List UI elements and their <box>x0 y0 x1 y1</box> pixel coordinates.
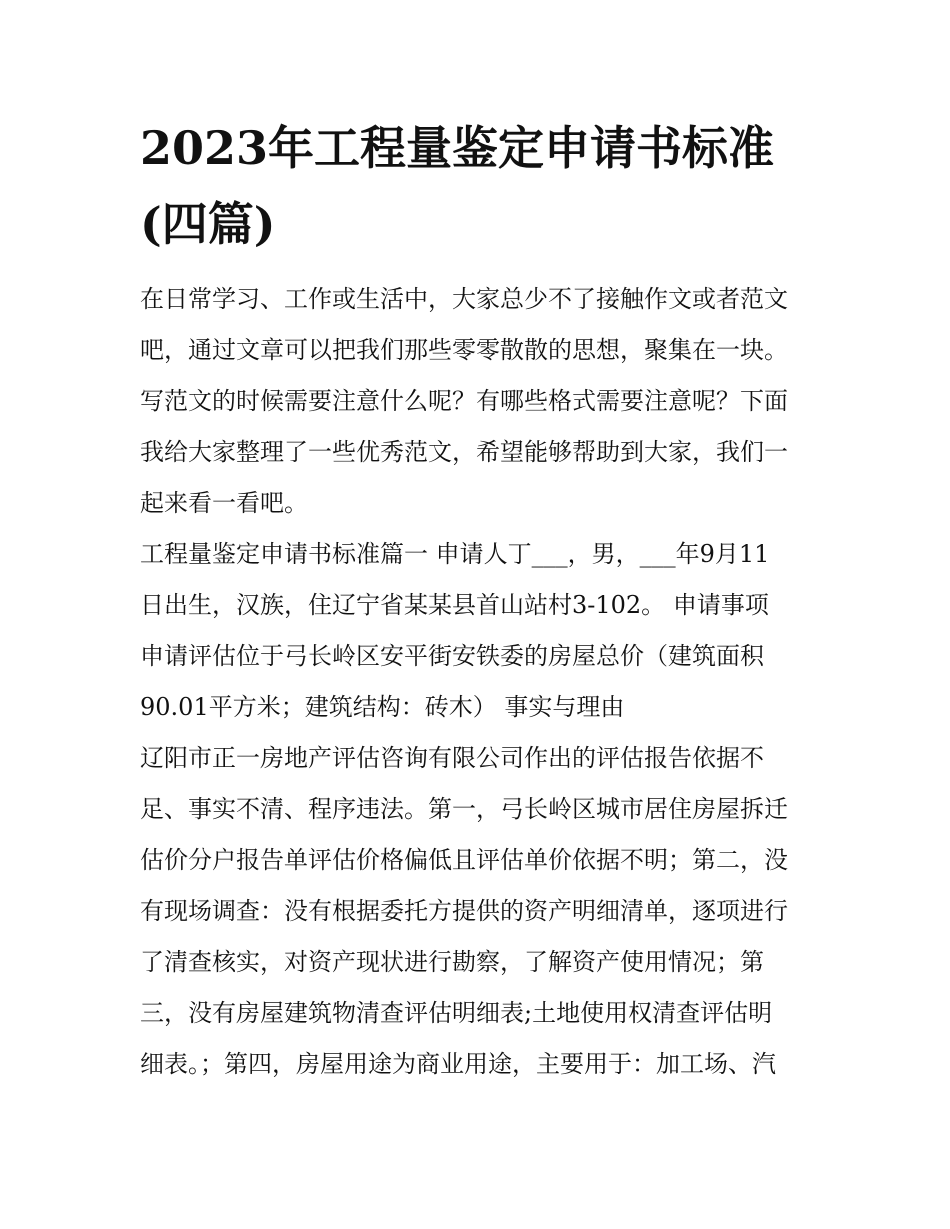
title-line-1: 2023年工程量鉴定申请书标准 <box>140 121 775 175</box>
body-line: 工程量鉴定申请书标准篇一 申请人丁___，男，___年9月11 <box>140 540 770 568</box>
body-line: 写范文的时候需要注意什么呢？有哪些格式需要注意呢？下面 <box>140 387 788 415</box>
body-line: 有现场调查：没有根据委托方提供的资产明细清单，逐项进行 <box>140 897 788 925</box>
body-line: 在日常学习、工作或生活中，大家总少不了接触作文或者范文 <box>140 285 788 313</box>
body-line: 辽阳市正一房地产评估咨询有限公司作出的评估报告依据不 <box>140 744 764 772</box>
body-line: 日出生，汉族，住辽宁省某某县首山站村3-102。 申请事项 <box>140 591 769 619</box>
document-body <box>140 274 820 1090</box>
body-line: 申请评估位于弓长岭区安平街安铁委的房屋总价（建筑面积 <box>140 642 764 670</box>
body-line: 起来看一看吧。 <box>140 489 308 517</box>
body-line: 我给大家整理了一些优秀范文，希望能够帮助到大家，我们一 <box>140 438 788 466</box>
document-title <box>140 110 820 262</box>
body-line: 了清查核实，对资产现状进行勘察，了解资产使用情况；第 <box>140 948 764 976</box>
body-line: 细表。；第四，房屋用途为商业用途，主要用于：加工场、汽 <box>140 1050 776 1078</box>
body-line: 三，没有房屋建筑物清查评估明细表;土地使用权清查评估明 <box>140 999 773 1027</box>
document-page <box>140 110 820 1090</box>
title-line-2: (四篇) <box>140 197 276 251</box>
body-line: 估价分户报告单评估价格偏低且评估单价依据不明；第二，没 <box>140 846 788 874</box>
body-line: 吧，通过文章可以把我们那些零零散散的思想，聚集在一块。 <box>140 336 788 364</box>
body-line: 足、事实不清、程序违法。第一，弓长岭区城市居住房屋拆迁 <box>140 795 788 823</box>
body-line: 90.01平方米；建筑结构：砖木） 事实与理由 <box>140 693 625 721</box>
